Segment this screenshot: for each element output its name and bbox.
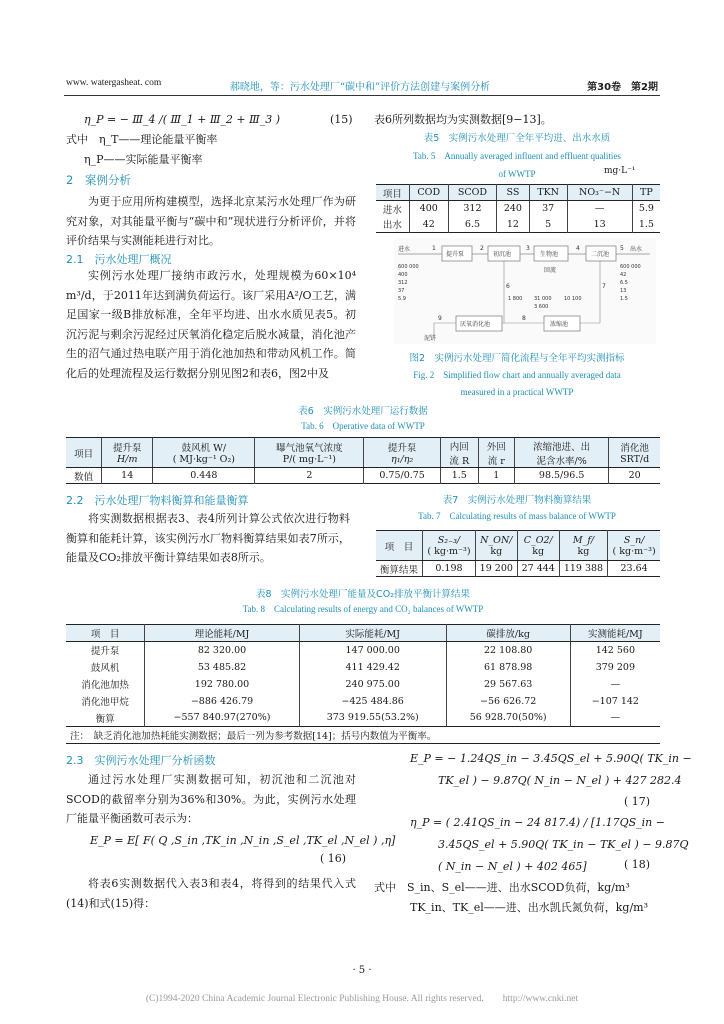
figure-stream-number: 6 (506, 283, 510, 290)
table-7 (376, 530, 660, 577)
table-6-header: 曝气池氧气浓度 P/( mg·L⁻¹) (255, 438, 364, 468)
table-row (376, 217, 660, 233)
table-6-title-en: Tab. 6 Operative data of WWTP (301, 421, 425, 431)
table-5-header: TKN (529, 185, 567, 201)
table-8-cell: 379 209 (570, 659, 660, 676)
figure-stream-number: 8 (522, 315, 526, 322)
table-6-cell: 0.448 (153, 468, 255, 484)
figure-data: 600 000 (398, 264, 419, 270)
section-2-paragraph: 为更于应用所构建模型，选择北京某污水处理厂作为研究对象，对其能量平衡与“碳中和”现状进行分析评价，并将评价结果与实测能耗进行对比。 (66, 195, 356, 248)
table-7-title-cn: 表7 实例污水处理厂物料衡算结果 (442, 495, 592, 506)
running-title: 郝晓地，等：污水处理厂“碳中和”评价方法创建与案例分析 (229, 82, 491, 93)
table-6-cell: 2 (255, 468, 364, 484)
equation-18-number: ( 18) (624, 858, 651, 871)
table-5-header: COD (409, 185, 448, 201)
figure-label: 提升泵 (446, 251, 465, 258)
table-8-title-cn: 表8 实例污水处理厂能量及CO₂排放平衡计算结果 (256, 589, 470, 600)
table-7-header: S_n/ ( kg·m⁻³) (608, 531, 660, 561)
table-6-cell: 14 (102, 468, 153, 484)
figure-data: 13 (620, 288, 627, 294)
table-8-header: 项 目 (66, 625, 145, 642)
table-8-cell: 53 485.82 (145, 659, 299, 676)
figure-data: 600 000 (620, 264, 641, 270)
table-5-title-en: Tab. 5 Annually averaged influent and effluent qualities (413, 151, 621, 161)
table-8-cell: 82 320.00 (145, 642, 299, 659)
table-5-cell: 13 (567, 217, 632, 233)
figure-data: 400 (398, 272, 408, 278)
table-6-header: 内回 流 R (441, 438, 479, 468)
figure-data: 37 (398, 288, 405, 294)
table-6-title-cn: 表6 实例污水处理厂运行数据 (298, 406, 428, 417)
table-8-cell: 411 429.42 (299, 659, 446, 676)
table-8-cell: −56 626.72 (446, 693, 570, 710)
table-5-cell: 312 (448, 201, 496, 217)
figure-data: 5.9 (398, 296, 406, 302)
table-row (66, 642, 660, 659)
table-5-cell: 5.9 (632, 201, 660, 217)
table-6-cell: 1 (478, 468, 515, 484)
table-7-header: M_f/ kg (559, 531, 608, 561)
figure-label: 回流 (544, 267, 557, 274)
table-5-unit: mg·L⁻¹ (604, 166, 636, 176)
table-7-cell: 衡算结果 (380, 564, 419, 576)
table-6-cell: 20 (609, 468, 660, 484)
figure-data: 3 600 (534, 304, 549, 310)
table-8-cell: 56 928.70(50%) (446, 710, 570, 727)
equation-17-line-1: E_P = − 1.24QS_in − 3.45QS_el + 5.90Q( TK_in − (410, 752, 692, 765)
figure-label: 出水 (630, 246, 643, 253)
section-2-3-paragraph-1: 通过污水处理厂实测数据可知，初沉池和二沉池对SCOD的截留率分别为36%和30%。为此，实例污水处理厂能量平衡函数可表示为： (66, 773, 356, 826)
table-row (66, 468, 660, 484)
figure-data: 6.5 (620, 280, 628, 286)
table-5-header: SCOD (448, 185, 496, 201)
section-2-3-title: 2.3 实例污水处理厂分析函数 (66, 754, 216, 767)
table-7-header: 项 目 (376, 531, 423, 561)
table-7-title-en: Tab. 7 Calculating results of mass balance of WWTP (418, 511, 616, 521)
table-8-cell: 240 975.00 (299, 676, 446, 693)
table-6-header: 提升泵 H/m (102, 438, 153, 468)
equation-16-number: ( 16) (320, 852, 347, 865)
figure-label: 初沉池 (493, 251, 512, 258)
table-5-cell: 5 (529, 217, 567, 233)
table-8-cell: 147 000.00 (299, 642, 446, 659)
figure-stream-number: 9 (438, 315, 442, 322)
page-number: · 5 · (352, 965, 372, 976)
equation-17-line-2: TK_el ) − 9.87Q( N_in − N_el ) + 427 282.4 (438, 774, 682, 787)
table-5-header: TP (632, 185, 660, 201)
figure-label: 生物池 (540, 251, 559, 258)
equation-15-number: (15) (330, 113, 353, 126)
table-8-cell: — (570, 676, 660, 693)
table-row (66, 659, 660, 676)
table-row (376, 201, 660, 217)
table-8-cell: 提升泵 (90, 646, 120, 658)
figure-stream-number: 2 (480, 245, 484, 252)
equation-17-number: ( 17) (624, 795, 651, 808)
table-5-cell: 进水 (382, 204, 402, 216)
table-5-cell: 37 (529, 201, 567, 217)
table-8-cell: 22 108.80 (446, 642, 570, 659)
table-7-cell: 19 200 (475, 561, 517, 577)
figure-label: 进水 (398, 246, 411, 253)
right-top-line: 表6所列数据均为实测数据[9−13]。 (374, 113, 552, 126)
figure-stream-number: 4 (576, 245, 580, 252)
table-8-title-en: Tab. 8 Calculating results of energy and CO₂ balances of WWTP (242, 604, 484, 614)
equation-16: E_P = E[ F( Q ,S_in ,TK_in ,N_in ,S_el ,TK_el ,N_el ) ,η] (90, 834, 396, 847)
figure-data: 312 (398, 280, 408, 286)
table-6-cell: 0.75/0.75 (364, 468, 441, 484)
table-5-header: 项目 (376, 185, 409, 201)
copyright-footer: (C)1994-2020 China Academic Journal Electronic Publishing House. All rights reserved. http://www.cnki.net (145, 994, 579, 1004)
table-6-header: 外回 流 r (478, 438, 515, 468)
section-2-1-title: 2.1 污水处理厂概况 (66, 253, 172, 266)
figure-2-flowchart (394, 238, 656, 344)
table-8-header: 碳排放/kg (446, 625, 570, 642)
header-rule (64, 95, 660, 96)
table-8-cell: −107 142 (570, 693, 660, 710)
figure-stream-number: 5 (620, 245, 624, 252)
where-line-tkin: TK_in、TK_el——进、出水凯氏氮负荷，kg/m³ (410, 901, 648, 914)
table-5-header: SS (497, 185, 530, 201)
table-7-cell: 0.198 (423, 561, 476, 577)
table-6-cell: 1.5 (441, 468, 479, 484)
table-row (66, 693, 660, 710)
table-5-cell: 400 (409, 201, 448, 217)
equation-18-line-3: ( N_in − N_el ) + 402 465] (438, 860, 587, 873)
table-8-cell: −886 426.79 (145, 693, 299, 710)
section-2-2-paragraph: 将实测数据根据表3、表4所列计算公式依次进行物料衡算和能耗计算，该实例污水厂物料衡算结果如表7所示，能量及CO₂排放平衡计算结果如表8所示。 (66, 512, 350, 565)
table-8-note: 注： 缺乏消化池加热耗能实测数据；最后一列为参考数据[14]；括号内数值为平衡率。 (70, 731, 437, 742)
figure-label: 二沉池 (591, 251, 610, 258)
figure-2-caption-en: Fig. 2 Simplified flow chart and annually averaged data (413, 370, 621, 380)
table-8-header: 实际能耗/MJ (299, 625, 446, 642)
table-8-cell: 消化池加热 (81, 680, 129, 691)
table-8-cell: 61 878.98 (446, 659, 570, 676)
table-7-cell: 23.64 (608, 561, 660, 577)
table-7-header: S₂₋₃/ ( kg·m⁻³) (423, 531, 476, 561)
table-8-header: 实测能耗/MJ (570, 625, 660, 642)
table-7-header: N_ON/ kg (475, 531, 517, 561)
figure-data: 42 (620, 272, 627, 278)
figure-label: 厌氧消化池 (460, 321, 491, 328)
figure-2-caption-en-2: measured in a practical WWTP (460, 387, 574, 397)
table-8-cell: 鼓风机 (90, 663, 120, 674)
equation-15: η_P = − Ⅲ_4 /( Ⅲ_1 + Ⅲ_2 + Ⅲ_3 ) (84, 113, 281, 126)
figure-data: 1 800 (508, 296, 523, 302)
table-5-title-en-2: of WWTP (498, 169, 536, 179)
journal-url: www. watergasheat. com (66, 78, 162, 88)
table-5-header: NO₃⁻−N (567, 185, 632, 201)
figure-label: 泥饼 (424, 335, 437, 342)
table-5-cell: 出水 (382, 220, 402, 232)
table-8-header: 理论能耗/MJ (145, 625, 299, 642)
figure-stream-number: 7 (602, 283, 606, 290)
table-8-cell: 消化池甲烷 (81, 697, 129, 708)
table-8-cell: −425 484.86 (299, 693, 446, 710)
section-2-3-paragraph-2: 将表6实测数据代入表3和表4，将得到的结果代入式(14)和式(15)得： (66, 877, 356, 910)
table-5-cell: 12 (497, 217, 530, 233)
table-6-header: 项目 (66, 438, 102, 468)
table-5-cell: 42 (409, 217, 448, 233)
table-row (66, 710, 660, 727)
table-8-cell: 192 780.00 (145, 676, 299, 693)
table-5-cell: — (567, 201, 632, 217)
figure-2-caption-cn: 图2 实例污水处理厂简化流程与全年平均实测指标 (409, 353, 625, 364)
table-7-cell: 119 388 (559, 561, 608, 577)
table-8-cell: 29 567.63 (446, 676, 570, 693)
where-line-1: 式中 η_T——理论能量平衡率 (66, 133, 218, 146)
table-5-title-cn: 表5 实例污水处理厂全年平均进、出水水质 (423, 133, 611, 144)
table-row (376, 561, 660, 577)
equation-18-line-2: 3.45QS_el + 5.90Q( TK_in − TK_el ) − 9.87Q (438, 838, 689, 851)
equation-18-line-1: η_P = ( 2.41QS_in − 24 817.4) / [1.17QS_in − (410, 816, 665, 829)
table-5-cell: 6.5 (448, 217, 496, 233)
table-8-cell: 衡算 (95, 713, 115, 725)
figure-data: 1.5 (620, 296, 628, 302)
table-6 (66, 437, 660, 484)
table-5 (376, 184, 660, 233)
table-8-cell: 373 919.55(53.2%) (299, 710, 446, 727)
section-2-1-paragraph: 实例污水处理厂接纳市政污水，处理规模为60×10⁴ m³/d，于2011年达到满负荷运行。该厂采用A²/O工艺，满足国家一级B排放标准，全年平均进、出水水质见表5。初沉污泥与剩余污泥经过厌氧消化稳定后脱水减量，消化池产生的沼气通过热电联产用于消化池加热和带动风机工作。简化后的处理流程及运行数据分别见图2和表6，图2中及 (66, 269, 356, 380)
table-8-cell: 142 560 (570, 642, 660, 659)
table-5-cell: 1.5 (632, 217, 660, 233)
table-8-cell: — (570, 710, 660, 727)
table-6-header: 鼓风机 W/ ( MJ·kg⁻¹ O₂) (153, 438, 255, 468)
table-6-header: 消化池 SRT/d (609, 438, 660, 468)
table-row (66, 676, 660, 693)
figure-stream-number: 1 (432, 245, 436, 252)
figure-label: 浓缩池 (550, 321, 569, 328)
figure-stream-number: 3 (526, 245, 530, 252)
table-6-cell: 98.5/96.5 (515, 468, 609, 484)
table-6-header: 提升泵 η₁/η₂ (364, 438, 441, 468)
section-2-2-title: 2.2 污水处理厂物料衡算和能量衡算 (66, 494, 249, 507)
table-5-cell: 240 (497, 201, 530, 217)
section-2-title: 2 案例分析 (66, 173, 131, 187)
table-7-cell: 27 444 (517, 561, 559, 577)
where-line-sin: 式中 S_in、S_el——进、出水SCOD负荷，kg/m³ (374, 881, 630, 894)
table-8 (66, 624, 660, 744)
table-8-cell: −557 840.97(270%) (145, 710, 299, 727)
figure-data: 31 000 (534, 296, 552, 302)
volume-issue: 第30卷 第2期 (587, 82, 658, 93)
table-6-cell: 数值 (74, 471, 94, 483)
figure-data: 10 100 (564, 296, 582, 302)
table-6-header: 浓缩池进、出 泥含水率/% (515, 438, 609, 468)
where-line-2: η_P——实际能量平衡率 (84, 153, 203, 166)
table-7-header: C_O2/ kg (517, 531, 559, 561)
